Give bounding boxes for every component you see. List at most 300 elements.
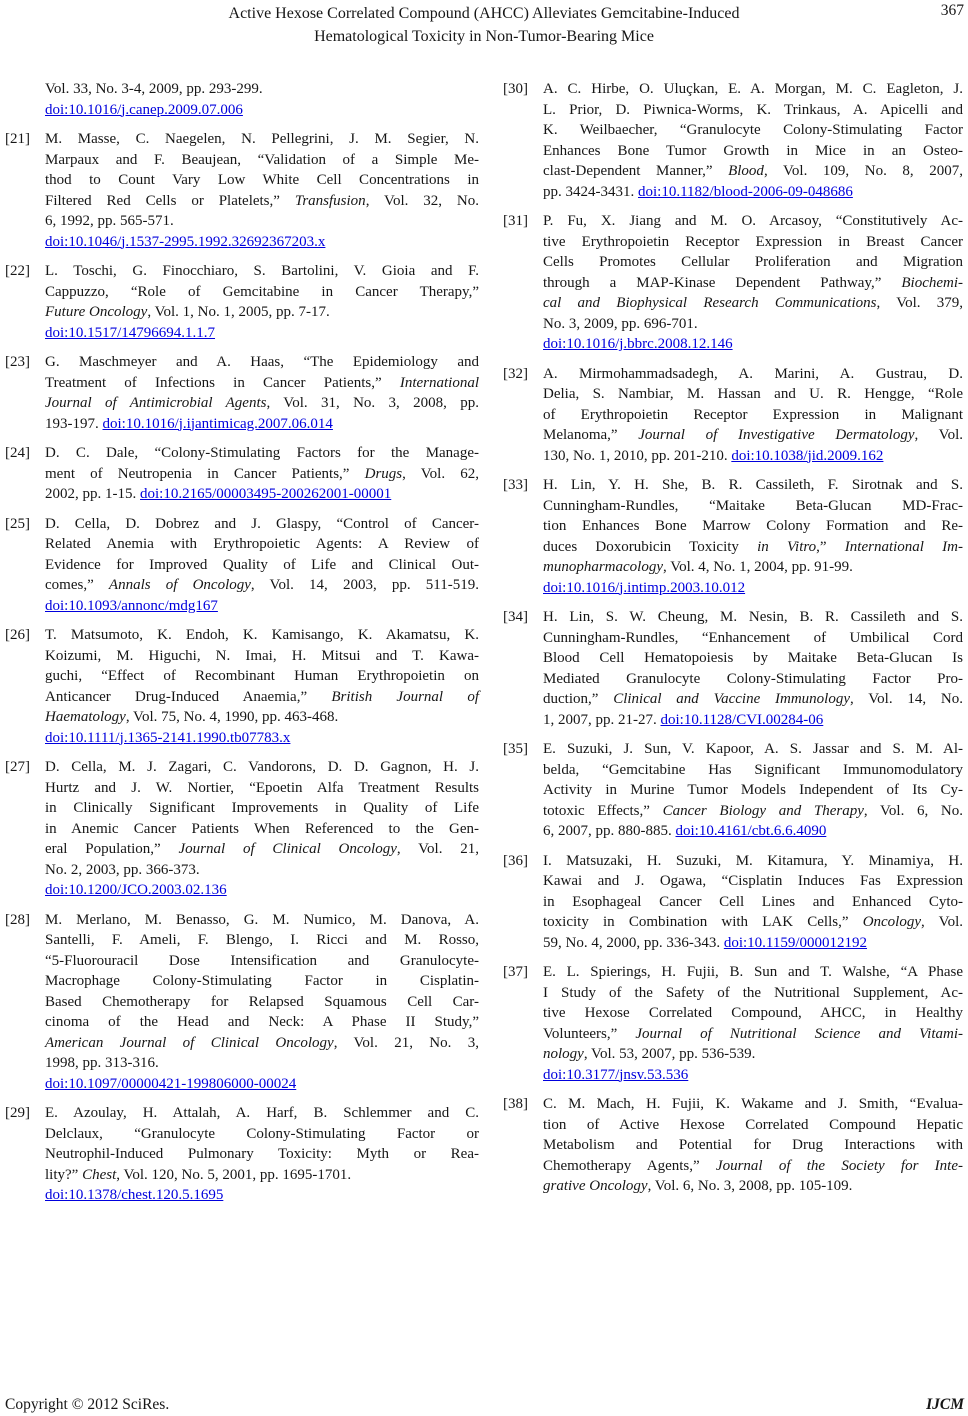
reference-item [503,211,963,355]
reference-line [45,352,479,373]
doi-link[interactable]: doi:10.1016/j.intimp.2003.10.012 [543,579,746,596]
doi-link[interactable]: doi:10.1378/chest.120.5.1695 [45,1187,224,1203]
reference-text: L. Toschi, G. Finocchiaro, S. Bartolini, V. Gioia and F. [45,263,479,279]
reference-line [543,273,963,294]
reference-item [503,364,963,467]
reference-text: Hurtz and J. W. Nortier, “Epoetin Alfa Treatment Results [45,779,479,796]
reference-body [543,475,963,598]
reference-number: [31] [503,213,528,229]
reference-line [45,819,479,840]
reference-number: [29] [5,1105,30,1121]
paper-title-line2: Hematological Toxicity in Non-Tumor-Bearing Mice [314,28,654,45]
reference-item [503,851,963,954]
reference-number: [38] [503,1096,528,1112]
reference-text: tive Erythropoietin Receptor Expression in Breast Cancer [543,233,963,250]
reference-text: tion Enhances Bone Marrow Colony Formation and Re- [543,518,963,534]
reference-body [543,364,963,467]
reference-line [45,575,479,596]
reference-text: D. Cella, M. J. Zagari, C. Vandorons, D. D. Gagnon, H. J. [45,759,479,775]
reference-text: K. Weilbaecher, “Granulocyte Colony-Stimulating Factor [543,122,963,138]
reference-line [543,496,963,517]
reference-text: , Vol. 1, No. 1, 2005, pp. 7-17. [147,304,330,320]
reference-text: , Vol. 14, 2003, pp. 511-519. [250,577,479,593]
reference-line [45,484,479,505]
reference-text: , Vol. 6, No. 3, 2008, pp. 105-109. [647,1178,853,1194]
journal-name-text: nology [543,1046,584,1062]
reference-text: Macrophage Colony-Stimulating Factor in Cisplatin- [45,973,479,989]
references-section [0,79,968,1206]
reference-text: , Vol. 120, No. 5, 2001, pp. 1695-1701. [116,1166,352,1183]
reference-body [45,129,479,252]
reference-line [45,778,479,799]
journal-name-text: Oncology [862,914,922,930]
reference-line [543,425,963,446]
journal-name-text: American Journal of Clinical Oncology [45,1034,334,1051]
reference-line [45,1144,479,1165]
reference-line [45,687,479,708]
doi-link[interactable]: doi:10.1093/annonc/mdg167 [45,597,218,614]
reference-number: [22] [5,263,30,279]
reference-line [45,323,479,344]
reference-line [543,161,963,182]
reference-line [543,516,963,537]
reference-text: C. M. Mach, H. Fujii, K. Wakame and J. Smith, “Evalua- [543,1096,963,1112]
reference-line [45,150,479,171]
journal-name-text: International Im- [844,538,963,555]
reference-item [5,352,479,434]
reference-item [5,625,479,748]
reference-line [45,443,479,464]
reference-line [543,384,963,405]
reference-text: , Vol. 53, 2007, pp. 536-539. [583,1046,756,1062]
reference-text: No. 3, 2009, pp. 696-701. [543,315,698,332]
reference-body [543,1094,963,1197]
reference-item [5,757,479,901]
reference-line [45,1185,479,1206]
reference-item [503,962,963,1085]
reference-text: Kawai and J. Ogawa, “Cisplatin Induces Fas Expression [543,873,963,889]
journal-name-text: Journal of Clinical Oncology [178,841,397,857]
reference-text: , Vol. 75, No. 4, 1990, pp. 463-468. [125,709,339,725]
reference-text: E. Suzuki, J. Sun, V. Kapoor, A. S. Jassar and S. M. Al- [543,741,963,757]
reference-number: [25] [5,515,30,532]
reference-body [45,625,479,748]
reference-line [543,120,963,141]
journal-name-text: in Vitro [757,538,817,555]
reference-text: tive Hexose Correlated Compound, AHCC, in Healthy [543,1005,963,1021]
reference-text: duces Doxorubicin Toxicity [543,538,758,555]
reference-text: D. Cella, D. Dobrez and J. Glaspy, “Control of Cancer- [45,515,479,532]
reference-text: Cunningham-Rundles, “Enhancement of Umbilical Cord [543,629,963,646]
journal-name-text: Cancer Biology and Therapy [662,802,864,819]
reference-line [543,689,963,710]
reference-number: [30] [503,81,528,97]
reference-line [543,314,963,335]
reference-body [543,79,963,202]
journal-name-text: Journal of the Society for Inte- [715,1157,963,1174]
reference-text: , Vol. 21, [396,841,479,857]
reference-text: 59, No. 4, 2000, pp. 336-343. [543,934,724,951]
reference-body [45,1103,479,1206]
reference-line [45,1033,479,1054]
reference-line [543,962,963,983]
reference-line [45,232,479,253]
journal-name-text: British Journal of [331,688,479,705]
reference-text: A. Mirmohammadsadegh, A. Marini, A. Gustrau, D. [543,365,963,382]
reference-text: P. Fu, X. Jiang and M. O. Arcasoy, “Constitutively Ac- [543,213,963,229]
reference-line [543,912,963,933]
reference-text: toxicity in Combination with LAK Cells,” [543,914,863,930]
reference-text: Vol. 33, No. 3-4, 2009, pp. 293-299. [45,81,263,97]
reference-text: T. Matsumoto, K. Endoh, K. Kamisango, K. Akamatsu, K. [45,627,479,643]
reference-text: G. Maschmeyer and A. Haas, “The Epidemiology and [45,354,479,370]
reference-text: “5-Fluorouracil Dose Intensification and Granulocyte- [45,952,479,969]
reference-line [543,79,963,100]
reference-text: E. L. Spierings, H. Fujii, B. Sun and T. Walshe, “A Phase [543,964,963,980]
reference-text: , Vol. [921,914,963,930]
reference-body [45,352,479,434]
reference-text: tion of Active Hexose Correlated Compound Hepatic [543,1116,963,1133]
reference-line [45,707,479,728]
reference-text: eral Population,” [45,841,179,857]
reference-number: [27] [5,759,30,775]
reference-item [503,739,963,842]
reference-text: 193-197. [45,415,103,432]
reference-line [543,578,963,599]
reference-body [45,443,479,505]
reference-line [45,646,479,667]
reference-text: , Vol. 109, No. 8, 2007, [763,163,963,179]
doi-link[interactable]: doi:10.1046/j.1537-2995.1992.32692367203.x [45,233,326,250]
reference-line [543,821,963,842]
reference-text: H. Lin, Y. H. She, B. R. Cassileth, F. Sirotnak and S. [543,477,963,493]
reference-text: comes,” [45,577,109,593]
reference-line [543,100,963,121]
reference-number: [34] [503,609,528,625]
journal-name-text: Journal of Investigative Dermatology [638,427,915,443]
reference-line [45,666,479,687]
reference-line [45,1074,479,1095]
reference-line [543,1094,963,1115]
reference-text: Koizumi, M. Higuchi, N. Imai, H. Mitsui and T. Kawa- [45,647,479,664]
reference-text: M. Masse, C. Naegelen, N. Pellegrini, J. M. Segier, N. [45,131,479,147]
reference-text: Marpaux and F. Beaujean, “Validation of a Simple Me- [45,151,479,168]
reference-number: [21] [5,131,30,147]
reference-line [543,1003,963,1024]
reference-text: Cunningham-Rundles, “Maitake Beta-Glucan MD-Frac- [543,497,963,514]
reference-line [45,261,479,282]
reference-line [543,892,963,913]
reference-text: 6, 1992, pp. 565-571. [45,213,174,229]
reference-text: , Vol. 21, No. 3, [333,1034,479,1051]
reference-text: H. Lin, S. W. Cheung, M. Nesin, B. R. Cassileth and S. [543,609,963,625]
reference-text: ment of Neutropenia in Cancer Patients,” [45,465,365,482]
reference-line [45,839,479,860]
reference-line [543,851,963,872]
reference-line [45,1165,479,1186]
reference-number: [35] [503,741,528,757]
reference-line [543,1135,963,1156]
reference-body [543,851,963,954]
reference-text: , Vol. 379, [876,295,963,311]
reference-text: Filtered Red Cells or Platelets,” [45,192,295,209]
reference-text: thod to Count Vary Low White Cell Concentrations in [45,172,479,188]
reference-number: [24] [5,445,30,461]
doi-link[interactable]: doi:10.1182/blood-2006-09-048686 [638,183,853,200]
reference-line [543,405,963,426]
references-column-right [503,79,963,1206]
reference-item [5,443,479,505]
reference-text: Blood Cell Hematopoiesis by Maitake Beta-Glucan Is [543,650,963,666]
reference-line [45,534,479,555]
reference-line [45,393,479,414]
journal-name-text: Journal of Nutritional Science and Vitami- [635,1025,964,1042]
reference-body [45,261,479,343]
reference-line [45,880,479,901]
journal-name-text: Chest [82,1166,117,1183]
reference-text: Delia, S. Nambiar, M. Hassan and U. R. Hengge, “Role [543,386,963,402]
reference-line [543,334,963,355]
journal-name-text: Future Oncology [45,304,148,320]
reference-text: of Erythropoietin Receptor Expression in Malignant [543,406,963,423]
paper-title-line1: Active Hexose Correlated Compound (AHCC) Alleviates Gemcitabine-Induced [228,5,740,22]
reference-text: , Vol. 4, No. 1, 2004, pp. 91-99. [663,559,853,575]
reference-text: , Vol. 14, No. [850,691,963,707]
reference-line [45,1124,479,1145]
reference-line [543,669,963,690]
reference-line [45,282,479,303]
doi-link[interactable]: doi:10.1038/jid.2009.162 [731,447,884,464]
reference-line [543,710,963,731]
reference-line [543,364,963,385]
doi-link[interactable]: doi:10.1200/JCO.2003.02.136 [45,882,227,898]
doi-link[interactable]: doi:10.2165/00003495-200262001-00001 [140,486,392,502]
reference-text: D. C. Dale, “Colony-Stimulating Factors for the Manage- [45,445,479,461]
reference-text: Cells Promotes Cellular Proliferation and Migration [543,254,963,270]
doi-link[interactable]: doi:10.1128/CVI.00284-06 [660,711,824,728]
reference-item [5,514,479,617]
reference-line [543,1024,963,1045]
reference-item [5,910,479,1095]
reference-line [543,760,963,781]
journal-name-text: Blood [728,163,764,179]
reference-line [543,780,963,801]
reference-line [543,141,963,162]
reference-item [503,79,963,202]
journal-name-text: Haematology [45,709,126,725]
reference-line [543,607,963,628]
reference-text: Activity in Murine Tumor Models Independent of Its Cy- [543,782,963,798]
reference-text: Related Anemia with Erythropoietic Agents: A Review of [45,536,479,552]
reference-text: Neutrophil-Induced Pulmonary Toxicity: Myth or Rea- [45,1146,479,1162]
references-column-left [5,79,479,1206]
reference-line [45,373,479,394]
reference-text: Based Chemotherapy for Relapsed Squamous Cell Car- [45,993,479,1010]
reference-text: ,” [816,538,845,555]
reference-text: Enhances Bone Tumor Growth in Mice in an Osteo- [543,142,963,159]
reference-number: [32] [503,365,528,382]
reference-line [45,555,479,576]
reference-text: in Esophageal Cancer Cell Lines and Enhanced Cyto- [543,893,963,910]
reference-number: [36] [503,852,528,869]
reference-line [543,933,963,954]
reference-line [45,211,479,232]
reference-line [543,475,963,496]
reference-line [45,79,479,100]
journal-name-text: Clinical and Vaccine Immunology [613,691,850,707]
reference-line [45,951,479,972]
reference-line [45,1012,479,1033]
doi-link[interactable]: doi:10.1016/j.canep.2009.07.006 [45,101,243,118]
reference-text: 130, No. 1, 2010, pp. 201-210. [543,447,732,464]
reference-text: Volunteers,” [543,1025,636,1042]
reference-line [45,129,479,150]
reference-line [543,557,963,578]
reference-body [543,607,963,730]
reference-body [543,739,963,842]
reference-text: L. Prior, D. Piwnica-Worms, K. Trinkaus, A. Apicelli and [543,101,963,118]
reference-line [45,1103,479,1124]
doi-link[interactable]: doi:10.3177/jnsv.53.536 [543,1066,689,1083]
journal-name-text: cal and Biophysical Research Communications [543,295,877,311]
reference-text: 6, 2007, pp. 880-885. [543,823,676,839]
reference-text: belda, “Gemcitabine Has Significant Immunomodulatory [543,761,963,778]
reference-number: [37] [503,964,528,980]
reference-line [543,801,963,822]
reference-line [45,302,479,323]
reference-line [45,930,479,951]
reference-item [503,1094,963,1197]
reference-text: Chemotherapy Agents,” [543,1157,716,1174]
reference-line [543,182,963,203]
reference-text: , Vol. 62, [402,465,480,482]
reference-line [543,1065,963,1086]
doi-link[interactable]: doi:10.4161/cbt.6.6.4090 [675,823,827,839]
reference-text: in Anemic Cancer Patients When Referenced to the Gen- [45,820,479,837]
column-gap [479,79,503,1206]
journal-name-text: Annals of Oncology [108,577,251,593]
reference-text: pp. 3424-3431. [543,183,638,200]
reference-text: A. C. Hirbe, O. Uluçkan, E. A. Morgan, M. C. Eagleton, J. [543,81,963,97]
reference-text: Delclaux, “Granulocyte Colony-Stimulating Factor or [45,1125,479,1142]
page-number: 367 [940,2,964,19]
reference-text: guchi, “Effect of Recombinant Human Erythropoietin on [45,668,479,684]
reference-line [45,596,479,617]
reference-item [5,261,479,343]
doi-link[interactable]: doi:10.1016/j.ijantimicag.2007.06.014 [102,415,333,432]
reference-line [45,971,479,992]
reference-line [45,625,479,646]
doi-link[interactable]: doi:10.1016/j.bbrc.2008.12.146 [543,336,733,352]
reference-item [503,475,963,598]
reference-text: , Vol. [914,427,963,443]
doi-link[interactable]: doi:10.1517/14796694.1.1.7 [45,324,216,341]
reference-text: clast-Dependent Manner,” [543,163,729,179]
reference-item [5,79,479,120]
reference-line [543,232,963,253]
reference-body [543,211,963,355]
reference-line [45,100,479,121]
reference-line [543,537,963,558]
reference-number: [23] [5,354,30,370]
reference-text: Metabolism and Potential for Drug Interactions with [543,1137,963,1153]
reference-text: duction,” [543,691,614,707]
reference-text: Anticancer Drug-Induced Anaemia,” [45,688,332,705]
reference-body [543,962,963,1085]
reference-line [45,414,479,435]
reference-body [45,910,479,1095]
doi-link[interactable]: doi:10.1097/00000421-199806000-00024 [45,1075,297,1092]
reference-line [543,1044,963,1065]
page-header [0,0,968,48]
journal-name-text: International [399,374,479,391]
reference-number: [33] [503,477,528,493]
reference-text: Melanoma,” [543,427,639,443]
reference-text: 1998, pp. 313-316. [45,1055,159,1071]
reference-text: lity?” [45,1166,83,1183]
reference-line [543,1156,963,1177]
reference-text: , Vol. 31, No. 3, 2008, pp. [266,395,479,411]
journal-name-text: munopharmacology [543,559,663,575]
reference-line [45,910,479,931]
journal-name-text: Transfusion [294,192,366,209]
reference-text: 2002, pp. 1-15. [45,486,140,502]
reference-text: E. Azoulay, H. Attalah, A. Harf, B. Schlemmer and C. [45,1105,479,1121]
reference-text: I Study of the Safety of the Nutritional Supplement, Ac- [543,984,963,1001]
reference-line [543,1176,963,1197]
reference-text: Treatment of Infections in Cancer Patients,” [45,374,400,391]
reference-line [45,170,479,191]
journal-name-text: Biochemi- [901,274,963,291]
reference-line [45,1053,479,1074]
journal-name-text: grative Oncology [543,1178,648,1194]
reference-text: Cappuzzo, “Role of Gemcitabine in Cancer Therapy,” [45,283,479,300]
reference-text: Santelli, F. Ameli, F. Blengo, I. Ricci and M. Rosso, [45,932,479,948]
reference-text: , Vol. 32, No. [365,192,479,209]
reference-text: I. Matsuzaki, H. Suzuki, M. Kitamura, Y. Minamiya, H. [543,852,963,869]
page-footer [5,1395,964,1414]
reference-text: through a MAP-Kinase Dependent Pathway,” [543,274,902,291]
journal-abbreviation: IJCM [926,1396,964,1413]
journal-name-text: Journal of Antimicrobial Agents [45,395,267,411]
reference-item [5,1103,479,1206]
reference-line [45,757,479,778]
reference-text: M. Merlano, M. Benasso, G. M. Numico, M. Danova, A. [45,911,479,928]
reference-body [45,757,479,901]
reference-body [45,514,479,617]
reference-line [543,252,963,273]
reference-number: [28] [5,911,30,928]
reference-line [543,739,963,760]
reference-text: 1, 2007, pp. 21-27. [543,711,661,728]
journal-name-text: Drugs [364,465,403,482]
doi-link[interactable]: doi:10.1111/j.1365-2141.1990.tb07783.x [45,729,291,746]
reference-item [503,607,963,730]
reference-body [45,79,479,120]
reference-line [543,293,963,314]
copyright-text: Copyright © 2012 SciRes. [5,1396,170,1413]
reference-line [45,798,479,819]
doi-link[interactable]: doi:10.1159/000012192 [723,934,868,951]
reference-line [543,211,963,232]
reference-line [543,446,963,467]
reference-line [543,628,963,649]
reference-item [5,129,479,252]
reference-text: in Clinically Significant Improvements in Quality of Life [45,800,479,816]
reference-line [543,871,963,892]
reference-line [543,648,963,669]
reference-line [45,464,479,485]
